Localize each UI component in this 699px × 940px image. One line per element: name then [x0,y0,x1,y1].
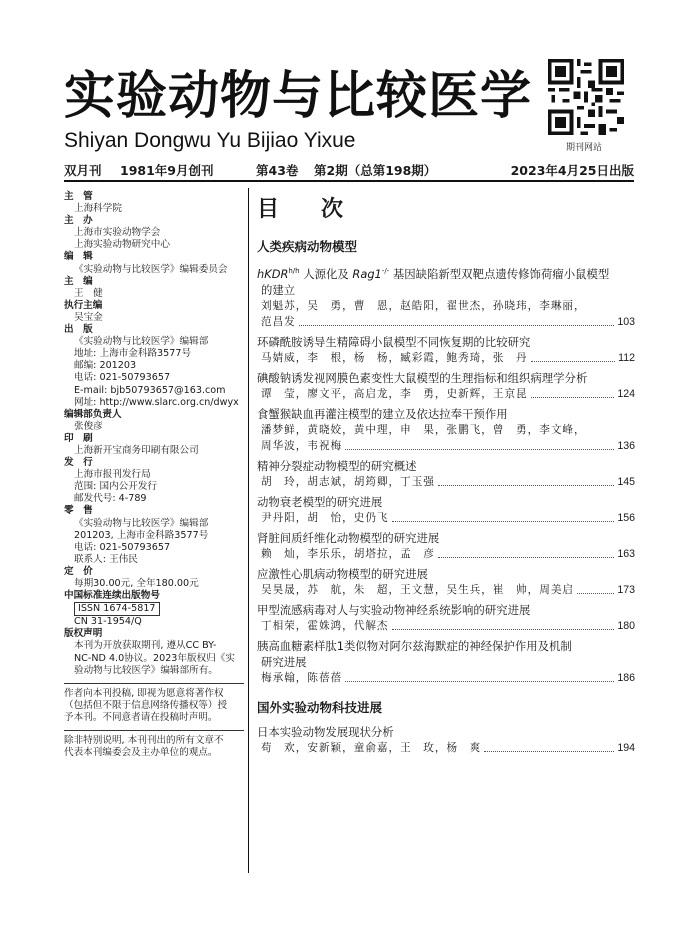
issue-founded: 1981年9月创刊 [120,163,214,178]
toc-entry-authors [257,618,635,634]
masthead-pinyin: Shiyan Dongwu Yu Bijiao Yixue [64,129,356,152]
page-number: 103 [617,315,635,328]
separator [64,730,244,731]
imprint-heading: 零 售 [64,505,93,517]
masthead-title: 实验动物与比较医学 [64,66,533,126]
imprint-value: 范围: 国内公开发行 [74,481,158,493]
imprint-value: 上海新开宝商务印刷有限公司 [74,444,199,456]
cn-number: CN 31-1954/Q [74,616,142,628]
page-number: 145 [617,475,635,488]
imprint-sidebar [64,191,244,759]
imprint-value: 电话: 021-50793657 [74,541,171,553]
toc-entry [257,334,635,366]
imprint-value: 张俊彦 [74,420,103,432]
toc-entry-title: 环磷酰胺诱导生精障碍小鼠模型不同恢复期的比较研究 [257,334,531,349]
imprint-value: 吴宝金 [74,311,103,323]
imprint-heading: 定 价 [64,565,93,577]
author-names: 丁相荣，霍姝鸿，代解杰 [261,619,389,632]
author-names: 赖 灿，李乐乐，胡塔拉，孟 彦 [261,547,435,560]
toc-entry-title: hKDR$^{h/h}$ 人源化及 Rag1-/- 基因缺陷新型双靶点遗传修饰荷瘤小鼠模型 [257,266,610,281]
qr-code [548,59,624,135]
imprint-heading: 印 刷 [64,432,93,444]
imprint-value: 上海实验动物研究中心 [74,239,170,251]
toc-entry [257,724,635,756]
imprint-heading: 主 办 [64,215,93,227]
leader-dots [577,593,614,594]
copyright-line: NC-ND 4.0协议。2023年版权归《实 [74,652,235,664]
author-names: 苟 欢，安新颖，童俞嘉，王 玫，杨 爽 [261,741,482,754]
imprint-value: 《实验动物与比较医学》编辑委员会 [74,263,228,275]
imprint-value: 201203, 上海市金科路3577号 [74,529,209,541]
issue-frequency: 双月刊 [64,163,102,178]
toc-entry-authors [257,582,635,598]
toc-entry-authors [257,386,635,402]
toc-section-heading: 国外实验动物科技进展 [257,699,383,715]
page-number: 136 [617,439,635,452]
toc-entry-authors [257,438,635,454]
toc-entry [257,602,635,634]
toc-entry-title: 胰高血糖素样肽1类似物对阿尔兹海默症的神经保护作用及机制 [257,638,572,653]
imprint-heading: 主 编 [64,275,93,287]
page-number: 112 [618,351,635,364]
page-number: 173 [617,583,635,596]
imprint-value: 地址: 上海市金科路3577号 [74,348,192,360]
imprint-value: 邮编: 201203 [74,360,137,372]
author-names: 梅承翰，陈蓓蓓 [261,671,343,684]
issue-date: 2023年4月25日出版 [510,163,634,178]
toc-entry-title: 碘酸钠诱发视网膜色素变性大鼠模型的生理指标和组织病理学分析 [257,370,588,385]
toc-entry-title: 甲型流感病毒对人与实验动物神经系统影响的研究进展 [257,602,531,617]
toc-entry [257,370,635,402]
issn-value [64,602,244,616]
author-names: 胡 玲，胡志斌，胡筠卿，丁玉强 [261,475,435,488]
toc-entry-title: 的建立 [261,282,296,297]
submission-note: （包括但不限于信息网络传播权等）授 [64,699,228,711]
toc-entry [257,406,635,454]
author-names: 马婧威，李 根，杨 杨，臧彩霞，鲍秀琦，张 丹 [261,351,528,364]
toc-entry-title: 食蟹猴缺血再灌注模型的建立及依达拉奉干预作用 [257,406,508,421]
copyright-heading: 版权声明 [64,628,103,640]
toc-entry-title: 动物衰老模型的研究进展 [257,494,383,509]
toc-entry-authors [257,298,635,314]
leader-dots [299,325,615,326]
toc-entry-authors [257,510,635,526]
author-names: 周华波，韦祝梅 [261,439,343,452]
imprint-heading: 出 版 [64,324,93,336]
toc-entry-title: 日本实验动物发展现状分析 [257,724,394,739]
page-number: 194 [617,741,635,754]
imprint-heading: 编辑部负责人 [64,408,122,420]
leader-dots [345,449,614,450]
imprint-heading: 执行主编 [64,299,103,311]
copyright-line: 验动物与比较医学》编辑部所有。 [74,664,218,676]
author-names: 刘魁苏，吴 勇，曹 恩，赵皓阳，翟世杰，孙晓玮，李琳丽， [261,299,586,312]
disclaimer-note: 代表本刊编委会及主办单位的观点。 [64,747,218,759]
issue-volume: 第43卷 [256,163,299,178]
toc-entry [257,638,635,686]
leader-dots [438,485,614,486]
imprint-value: 《实验动物与比较医学》编辑部 [74,336,209,348]
separator [64,683,244,684]
toc-entry [257,566,635,598]
imprint-value: E-mail: bjb50793657@163.com [74,384,226,396]
imprint-value: 上海市实验动物学会 [74,227,161,239]
toc-entry-title: 精神分裂症动物模型的研究概述 [257,458,417,473]
imprint-value: 《实验动物与比较医学》编辑部 [74,517,209,529]
imprint-value: 邮发代号: 4-789 [74,493,147,505]
imprint-heading: 主 管 [64,191,93,202]
copyright-line: 本刊为开放获取期刊, 遵从CC BY- [74,640,217,652]
table-of-contents [257,192,635,760]
toc-title: 目 次 [257,196,354,222]
toc-entry-authors [257,314,635,330]
toc-entry-authors [257,422,635,438]
toc-entry-authors [257,474,635,490]
toc-entry [257,494,635,526]
imprint-heading: 发 行 [64,457,93,469]
submission-note: 予本刊。不同意者请在投稿时声明。 [64,711,218,723]
author-names: 吴昊晟，苏 航，朱 超，王文慧，吴生兵，崔 帅，周美启 [261,583,575,596]
issn-number: ISSN 1674-5817 [74,602,160,616]
imprint-value: 网址: http://www.slarc.org.cn/dwyx [74,396,239,408]
toc-entry-authors [257,350,635,366]
toc-entry [257,530,635,562]
toc-entry [257,263,635,330]
toc-entry-authors [257,740,635,756]
imprint-value: 电话: 021-50793657 [74,372,171,384]
leader-dots [438,557,614,558]
author-names: 谭 莹，廖文平，高启龙，李 勇，史新辉，王京昆 [261,387,528,400]
disclaimer-note: 除非特别说明, 本刊刊出的所有文章不 [64,735,224,747]
leader-dots [392,521,615,522]
author-names: 潘梦鲜，黄晓姣，黄中理，申 果，张鹏飞，曾 勇，李文峰， [261,423,586,436]
leader-dots [531,397,615,398]
issn-heading: 中国标准连续出版物号 [64,590,160,602]
toc-section-heading: 人类疾病动物模型 [257,239,358,254]
column-divider [248,188,249,873]
qr-label: 期刊网站 [566,143,603,153]
toc-entry-authors [257,670,635,686]
issue-line [64,160,634,182]
toc-entry-authors [257,546,635,562]
leader-dots [484,751,614,752]
issue-number: 第2期（总第198期） [314,163,437,178]
submission-note: 作者向本刊投稿, 即视为愿意将著作权 [64,687,224,699]
imprint-heading: 编 辑 [64,251,93,263]
imprint-value: 每期30.00元, 全年180.00元 [74,578,199,589]
page-number: 124 [617,387,635,400]
toc-entry-title: 肾脏间质纤维化动物模型的研究进展 [257,530,440,545]
imprint-value: 上海科学院 [74,203,122,215]
imprint-value: 王 健 [74,287,103,299]
page-number: 186 [617,671,635,684]
author-names: 范昌发 [261,315,296,328]
leader-dots [345,681,614,682]
leader-dots [531,361,615,362]
toc-entry [257,458,635,490]
page-number: 163 [617,547,635,560]
page-number: 156 [617,511,635,524]
page-number: 180 [617,619,635,632]
author-names: 尹丹阳，胡 怡，史仍飞 [261,511,389,524]
toc-entry-title: 研究进展 [261,654,307,669]
imprint-value: 上海市报刊发行局 [74,469,151,481]
imprint-value: 联系人: 王伟民 [74,553,138,565]
leader-dots [392,629,615,630]
toc-entry-title: 应激性心肌病动物模型的研究进展 [257,566,428,581]
